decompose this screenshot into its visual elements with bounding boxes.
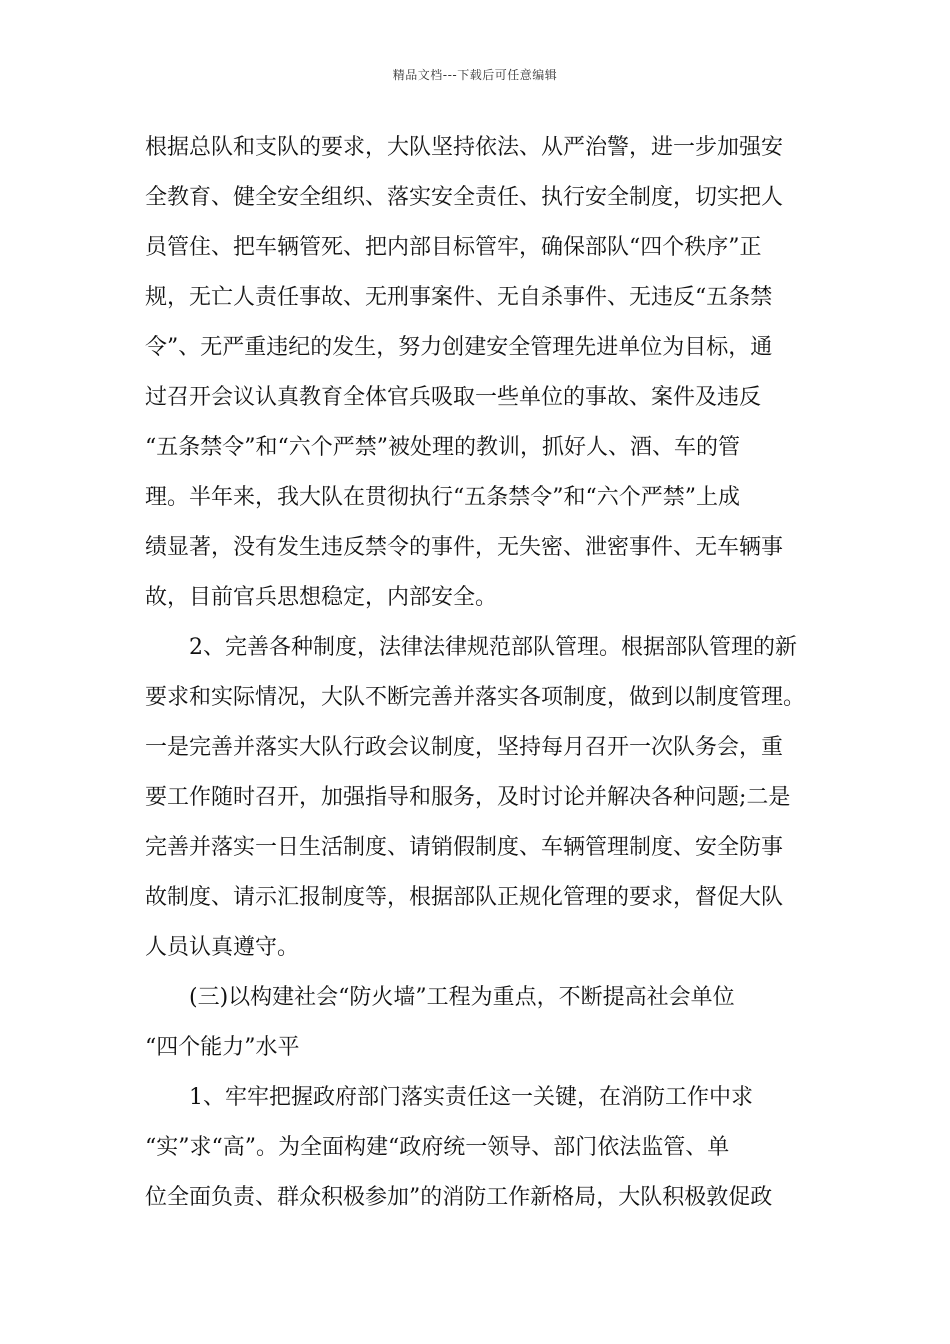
text-line: 一是完善并落实大队行政会议制度，坚持每月召开一次队务会，重 (145, 735, 784, 760)
page-header: 精品文档---下载后可任意编辑 (392, 68, 558, 82)
text-line: 全教育、健全安全组织、落实安全责任、执行安全制度，切实把人 (145, 185, 784, 210)
text-line: 令”、无严重违纪的发生，努力创建安全管理先进单位为目标，通 (145, 335, 773, 360)
text-line: 过召开会议认真教育全体官兵吸取一些单位的事故、案件及违反 (145, 385, 762, 410)
paragraph-start-line: 2、完善各种制度，法律法律规范部队管理。根据部队管理的新 (189, 635, 797, 660)
text-line: “实”求“高”。为全面构建“政府统一领导、部门依法监管、单 (145, 1135, 730, 1160)
text-line: “五条禁令”和“六个严禁”被处理的教训，抓好人、酒、车的管 (145, 435, 740, 460)
section-heading-line: “四个能力”水平 (145, 1035, 300, 1060)
text-line: 理。半年来，我大队在贯彻执行“五条禁令”和“六个严禁”上成 (145, 485, 740, 510)
text-line: 位全面负责、群众积极参加”的消防工作新格局，大队积极敦促政 (145, 1185, 773, 1210)
text-line: 故制度、请示汇报制度等，根据部队正规化管理的要求，督促大队 (145, 885, 784, 910)
paragraph-start-line: 1、牢牢把握政府部门落实责任这一关键，在消防工作中求 (189, 1085, 753, 1110)
text-line: 员管住、把车辆管死、把内部目标管牢，确保部队“四个秩序”正 (145, 235, 762, 260)
section-heading-line: (三)以构建社会“防火墙”工程为重点，不断提高社会单位 (189, 985, 735, 1010)
text-line: 故，目前官兵思想稳定，内部安全。 (145, 585, 498, 610)
document-body (145, 134, 805, 1234)
text-line: 绩显著，没有发生违反禁令的事件，无失密、泄密事件、无车辆事 (145, 535, 784, 560)
text-line: 人员认真遵守。 (145, 935, 300, 960)
text-line: 根据总队和支队的要求，大队坚持依法、从严治警，进一步加强安 (145, 135, 784, 160)
text-line: 要求和实际情况，大队不断完善并落实各项制度，做到以制度管理。 (145, 685, 806, 710)
text-line: 规，无亡人责任事故、无刑事案件、无自杀事件、无违反“五条禁 (145, 285, 773, 310)
text-line: 完善并落实一日生活制度、请销假制度、车辆管理制度、安全防事 (145, 835, 784, 860)
text-line: 要工作随时召开，加强指导和服务，及时讨论并解决各种问题;二是 (145, 785, 791, 810)
